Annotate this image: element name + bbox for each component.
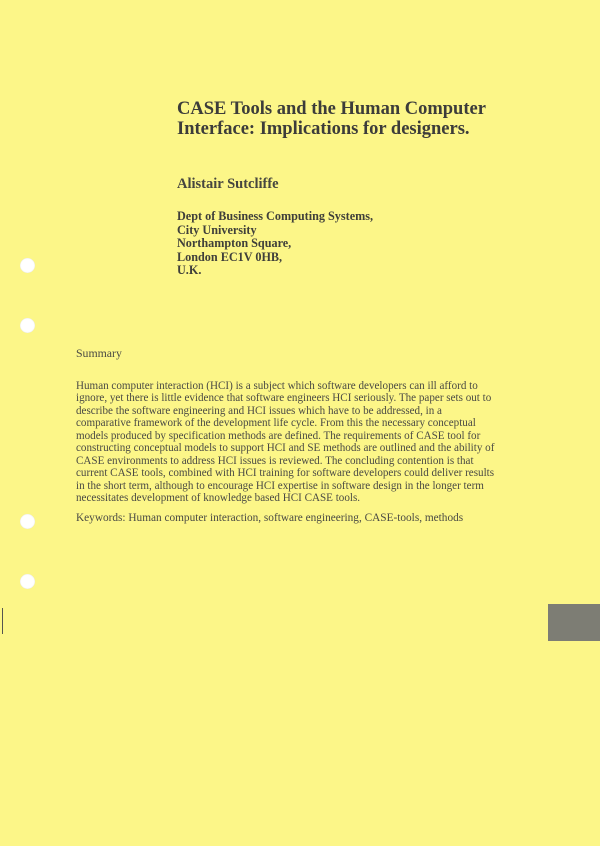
punch-hole bbox=[20, 318, 35, 333]
abstract-line: models produced by specification methods are defined. The requirements of CASE tool for bbox=[76, 429, 481, 442]
abstract-line: CASE environments to address HCI issues is reviewed. The concluding contention is that bbox=[76, 454, 474, 467]
abstract-line: constructing conceptual models to support HCI and SE methods are outlined and the ability of bbox=[76, 442, 495, 455]
abstract-text bbox=[76, 380, 516, 505]
punch-hole bbox=[20, 258, 35, 273]
affiliation-line: Northampton Square, bbox=[177, 236, 292, 251]
abstract-line: comparative framework of the development life cycle. From this the necessary conceptual bbox=[76, 417, 476, 430]
abstract-line: Human computer interaction (HCI) is a subject which software developers can ill afford to bbox=[76, 380, 478, 392]
abstract-line: necessitates development of knowledge based HCI CASE tools. bbox=[76, 492, 361, 505]
author-name: Alistair Sutcliffe bbox=[177, 176, 279, 192]
page-tab-marker bbox=[548, 604, 600, 641]
title-line: Interface: Implications for designers. bbox=[177, 119, 470, 139]
punch-hole bbox=[20, 514, 35, 529]
punch-hole bbox=[20, 574, 35, 589]
author-affiliation bbox=[177, 210, 373, 278]
summary-heading: Summary bbox=[76, 346, 122, 360]
abstract-line: ignore, yet there is little evidence that software engineers HCI seriously. The paper sets out to bbox=[76, 392, 492, 405]
abstract-line: current CASE tools, combined with HCI training for software developers could deliver results bbox=[76, 467, 495, 480]
keywords-line: Keywords: Human computer interaction, software engineering, CASE-tools, methods bbox=[76, 512, 464, 524]
paper-title bbox=[177, 99, 537, 139]
affiliation-line: City University bbox=[177, 222, 257, 237]
scan-margin-mark bbox=[2, 608, 3, 634]
abstract-line: describe the software engineering and HCI issues which have to be addressed, in a bbox=[76, 404, 442, 417]
affiliation-line: London EC1V 0HB, bbox=[177, 249, 283, 264]
title-line: CASE Tools and the Human Computer bbox=[177, 99, 486, 119]
affiliation-line: Dept of Business Computing Systems, bbox=[177, 209, 374, 223]
abstract-line: in the short term, although to encourage HCI expertise in software design in the longer term bbox=[76, 479, 484, 492]
affiliation-line: U.K. bbox=[177, 263, 202, 278]
